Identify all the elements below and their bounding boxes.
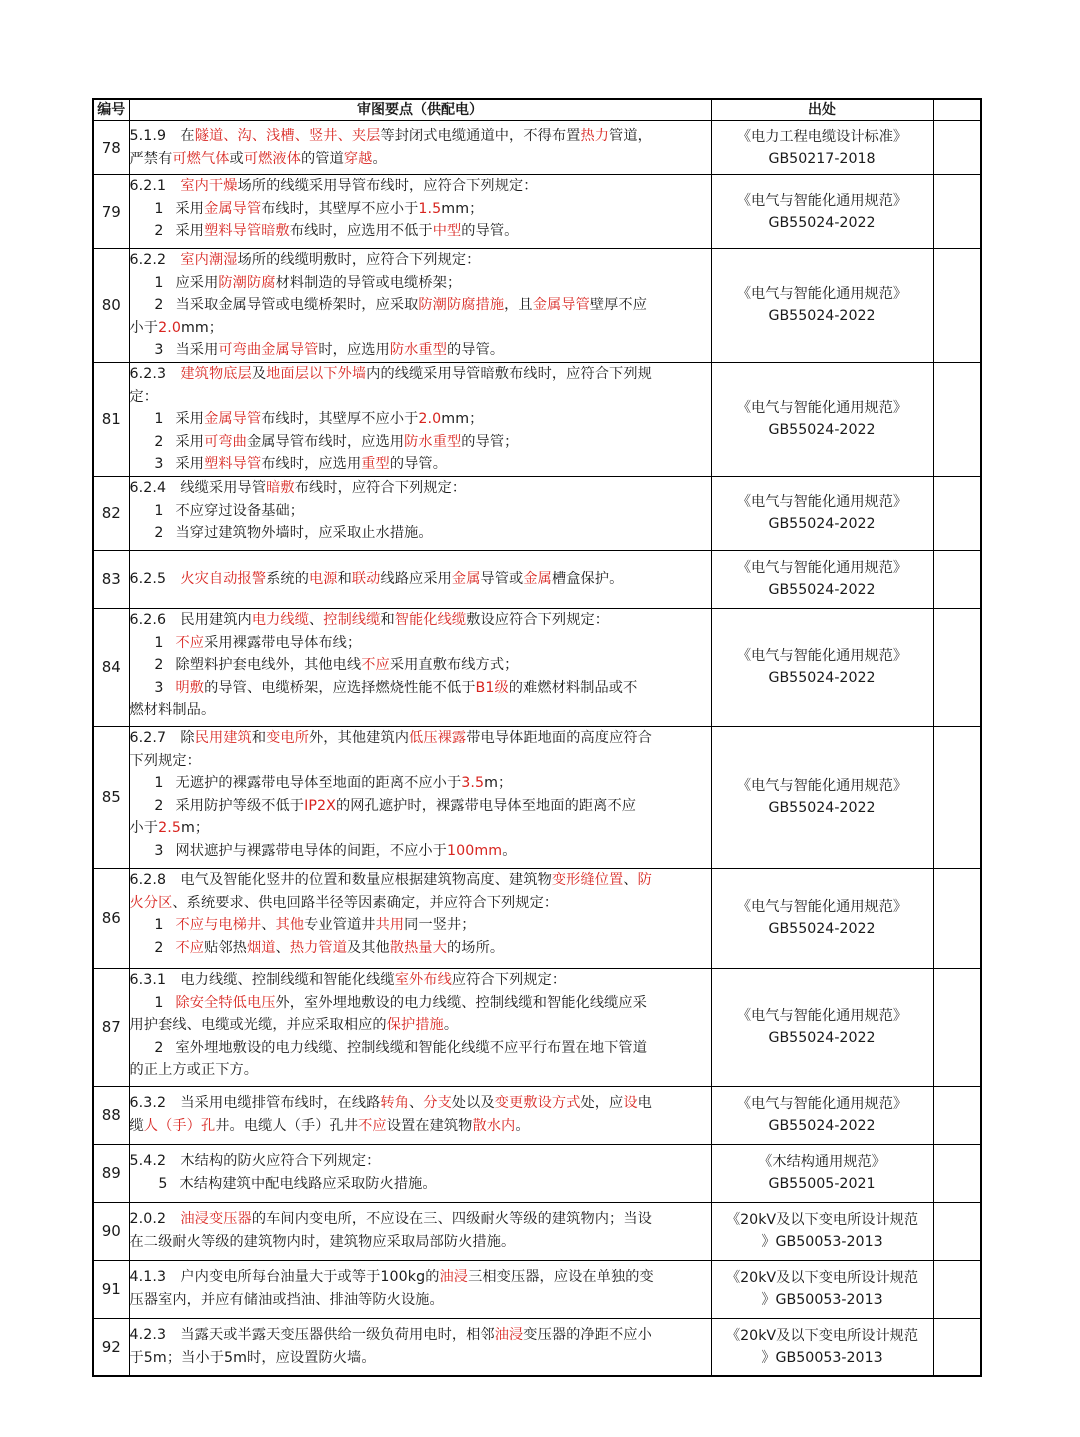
row-blank-cell xyxy=(933,1144,981,1202)
row-number: 78 xyxy=(93,121,129,175)
header-review-points: 审图要点（供配电） xyxy=(129,99,711,121)
row-blank-cell xyxy=(933,550,981,608)
table-row xyxy=(93,1144,981,1202)
row-number: 90 xyxy=(93,1202,129,1260)
row-blank-cell xyxy=(933,726,981,868)
row-content: 6.3.1 电力线缆、控制线缆和智能化线缆室外布线应符合下列规定： 1 除安全特低电压外，室外埋地敷设的电力线缆、控制线缆和智能化线缆应采 用护套线、电缆或光缆，并应采取相应的保护措施。 2 室外埋地敷设的电力线缆、控制线缆和智能化线缆不应平行布置在地下管道 的正上方或正下方。 xyxy=(129,968,711,1086)
table-row xyxy=(93,249,981,363)
row-blank-cell xyxy=(933,1086,981,1144)
row-blank-cell xyxy=(933,1318,981,1376)
table-row xyxy=(93,550,981,608)
row-number: 87 xyxy=(93,968,129,1086)
header-source: 出处 xyxy=(711,99,933,121)
review-table xyxy=(92,98,982,1377)
table-row xyxy=(93,1202,981,1260)
row-number: 85 xyxy=(93,726,129,868)
row-content: 6.3.2 当采用电缆排管布线时，在线路转角、分支处以及变更敷设方式处，应设电 缆人（手）孔井。电缆人（手）孔井不应设置在建筑物散水内。 xyxy=(129,1086,711,1144)
row-content: 6.2.7 除民用建筑和变电所外，其他建筑内低压裸露带电导体距地面的高度应符合 下列规定： 1 无遮护的裸露带电导体至地面的距离不应小于3.5m； 2 采用防护等级不低于IP2X的网孔遮护时，裸露带电导体至地面的距离不应 小于2.5m； 3 网状遮护与裸露带电导体的间距，不应小于100mm。 xyxy=(129,726,711,868)
table-row xyxy=(93,121,981,175)
row-blank-cell xyxy=(933,362,981,476)
table-row xyxy=(93,476,981,550)
table-row xyxy=(93,175,981,249)
table-row xyxy=(93,868,981,968)
table-row xyxy=(93,1318,981,1376)
row-source: 《20kV及以下变电所设计规范 》GB50053-2013 xyxy=(711,1202,933,1260)
row-source: 《20kV及以下变电所设计规范 》GB50053-2013 xyxy=(711,1260,933,1318)
row-number: 91 xyxy=(93,1260,129,1318)
row-blank-cell xyxy=(933,121,981,175)
table-row xyxy=(93,362,981,476)
row-source: 《电气与智能化通用规范》 GB55024-2022 xyxy=(711,362,933,476)
row-number: 80 xyxy=(93,249,129,363)
row-source: 《电气与智能化通用规范》 GB55024-2022 xyxy=(711,476,933,550)
row-number: 79 xyxy=(93,175,129,249)
row-content: 6.2.6 民用建筑内电力线缆、控制线缆和智能化线缆敷设应符合下列规定： 1 不应采用裸露带电导体布线； 2 除塑料护套电线外，其他电线不应采用直敷布线方式； 3 明敷的导管、电缆桥架，应选择燃烧性能不低于B1级的难燃材料制品或不 燃材料制品。 xyxy=(129,608,711,726)
row-number: 84 xyxy=(93,608,129,726)
row-blank-cell xyxy=(933,249,981,363)
row-content: 6.2.3 建筑物底层及地面层以下外墙内的线缆采用导管暗敷布线时，应符合下列规 定： 1 采用金属导管布线时，其壁厚不应小于2.0mm； 2 采用可弯曲金属导管布线时，应选用防水重型的导管； 3 采用塑料导管布线时，应选用重型的导管。 xyxy=(129,362,711,476)
row-source: 《电气与智能化通用规范》 GB55024-2022 xyxy=(711,1086,933,1144)
row-blank-cell xyxy=(933,1260,981,1318)
row-content: 5.4.2 木结构的防火应符合下列规定： 5 木结构建筑中配电线路应采取防火措施。 xyxy=(129,1144,711,1202)
table-header-row xyxy=(93,99,981,121)
row-number: 89 xyxy=(93,1144,129,1202)
table-row xyxy=(93,968,981,1086)
table-row xyxy=(93,608,981,726)
row-blank-cell xyxy=(933,868,981,968)
row-source: 《电气与智能化通用规范》 GB55024-2022 xyxy=(711,968,933,1086)
row-blank-cell xyxy=(933,175,981,249)
row-source: 《木结构通用规范》 GB55005-2021 xyxy=(711,1144,933,1202)
row-content: 2.0.2 油浸变压器的车间内变电所，不应设在三、四级耐火等级的建筑物内；当设 在二级耐火等级的建筑物内时，建筑物应采取局部防火措施。 xyxy=(129,1202,711,1260)
row-content: 6.2.2 室内潮湿场所的线缆明敷时，应符合下列规定： 1 应采用防潮防腐材料制造的导管或电缆桥架； 2 当采取金属导管或电缆桥架时，应采取防潮防腐措施，且金属导管壁厚不应 小于2.0mm； 3 当采用可弯曲金属导管时，应选用防水重型的导管。 xyxy=(129,249,711,363)
row-blank-cell xyxy=(933,476,981,550)
table-row xyxy=(93,726,981,868)
row-number: 81 xyxy=(93,362,129,476)
row-number: 92 xyxy=(93,1318,129,1376)
row-content: 6.2.5 火灾自动报警系统的电源和联动线路应采用金属导管或金属槽盒保护。 xyxy=(129,550,711,608)
row-blank-cell xyxy=(933,968,981,1086)
row-number: 83 xyxy=(93,550,129,608)
row-content: 5.1.9 在隧道、沟、浅槽、竖井、夹层等封闭式电缆通道中，不得布置热力管道， 严禁有可燃气体或可燃液体的管道穿越。 xyxy=(129,121,711,175)
header-blank xyxy=(933,99,981,121)
row-content: 6.2.1 室内干燥场所的线缆采用导管布线时，应符合下列规定： 1 采用金属导管布线时，其壁厚不应小于1.5mm； 2 采用塑料导管暗敷布线时，应选用不低于中型的导管。 xyxy=(129,175,711,249)
row-source: 《电气与智能化通用规范》 GB55024-2022 xyxy=(711,249,933,363)
row-source: 《电力工程电缆设计标准》 GB50217-2018 xyxy=(711,121,933,175)
row-content: 6.2.8 电气及智能化竖井的位置和数量应根据建筑物高度、建筑物变形缝位置、防 火分区、系统要求、供电回路半径等因素确定，并应符合下列规定： 1 不应与电梯井、其他专业管道井共用同一竖井； 2 不应贴邻热烟道、热力管道及其他散热量大的场所。 xyxy=(129,868,711,968)
row-source: 《20kV及以下变电所设计规范 》GB50053-2013 xyxy=(711,1318,933,1376)
row-source: 《电气与智能化通用规范》 GB55024-2022 xyxy=(711,550,933,608)
table-row xyxy=(93,1086,981,1144)
header-number: 编号 xyxy=(93,99,129,121)
row-content: 4.1.3 户内变电所每台油量大于或等于100kg的油浸三相变压器，应设在单独的变 压器室内，并应有储油或挡油、排油等防火设施。 xyxy=(129,1260,711,1318)
row-number: 86 xyxy=(93,868,129,968)
row-content: 6.2.4 线缆采用导管暗敷布线时，应符合下列规定： 1 不应穿过设备基础； 2 当穿过建筑物外墙时，应采取止水措施。 xyxy=(129,476,711,550)
row-content: 4.2.3 当露天或半露天变压器供给一级负荷用电时，相邻油浸变压器的净距不应小 于5m；当小于5m时，应设置防火墙。 xyxy=(129,1318,711,1376)
row-source: 《电气与智能化通用规范》 GB55024-2022 xyxy=(711,726,933,868)
row-source: 《电气与智能化通用规范》 GB55024-2022 xyxy=(711,608,933,726)
row-source: 《电气与智能化通用规范》 GB55024-2022 xyxy=(711,175,933,249)
row-source: 《电气与智能化通用规范》 GB55024-2022 xyxy=(711,868,933,968)
table-row xyxy=(93,1260,981,1318)
row-blank-cell xyxy=(933,608,981,726)
row-number: 88 xyxy=(93,1086,129,1144)
row-blank-cell xyxy=(933,1202,981,1260)
row-number: 82 xyxy=(93,476,129,550)
